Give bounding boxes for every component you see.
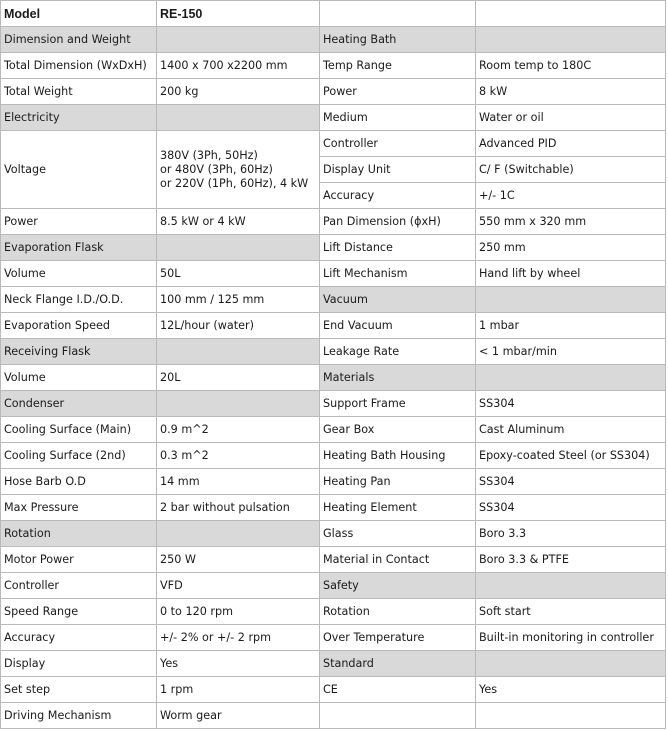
section-safety: Safety (320, 573, 476, 599)
spec-label: Rotation (320, 599, 476, 625)
section-fill (476, 651, 666, 677)
spec-label: Accuracy (1, 625, 157, 651)
table-row (1, 287, 666, 313)
spec-value: 1400 x 700 x2200 mm (157, 53, 320, 79)
spec-label: Neck Flange I.D./O.D. (1, 287, 157, 313)
spec-value: Room temp to 180C (476, 53, 666, 79)
spec-label: Support Frame (320, 391, 476, 417)
table-row (1, 521, 666, 547)
empty-cell (320, 703, 476, 729)
spec-label: Driving Mechanism (1, 703, 157, 729)
spec-value: Advanced PID (476, 131, 666, 157)
spec-label: Controller (320, 131, 476, 157)
section-condenser: Condenser (1, 391, 157, 417)
spec-value: 200 kg (157, 79, 320, 105)
spec-value: 100 mm / 125 mm (157, 287, 320, 313)
spec-label: Medium (320, 105, 476, 131)
section-evaporation-flask: Evaporation Flask (1, 235, 157, 261)
voltage-line: or 220V (1Ph, 60Hz), 4 kW (160, 176, 309, 190)
table-row (1, 677, 666, 703)
table-row (1, 625, 666, 651)
table-row (1, 79, 666, 105)
table-row (1, 703, 666, 729)
section-dimension-weight: Dimension and Weight (1, 27, 157, 53)
spec-value: 250 mm (476, 235, 666, 261)
spec-value: Boro 3.3 & PTFE (476, 547, 666, 573)
spec-label: Motor Power (1, 547, 157, 573)
spec-value: Boro 3.3 (476, 521, 666, 547)
spec-label: Cooling Surface (Main) (1, 417, 157, 443)
table-row (1, 313, 666, 339)
table-row (1, 261, 666, 287)
spec-value: 50L (157, 261, 320, 287)
section-fill (157, 391, 320, 417)
spec-label: Max Pressure (1, 495, 157, 521)
spec-label: Set step (1, 677, 157, 703)
spec-value: 0 to 120 rpm (157, 599, 320, 625)
spec-value: Yes (157, 651, 320, 677)
spec-value: C/ F (Switchable) (476, 157, 666, 183)
table-row (1, 209, 666, 235)
table-row (1, 495, 666, 521)
section-materials: Materials (320, 365, 476, 391)
spec-value: 8.5 kW or 4 kW (157, 209, 320, 235)
spec-value: < 1 mbar/min (476, 339, 666, 365)
table-header-row (1, 1, 666, 27)
spec-value: 1 mbar (476, 313, 666, 339)
spec-label: Over Temperature (320, 625, 476, 651)
spec-label: End Vacuum (320, 313, 476, 339)
spec-value: 550 mm x 320 mm (476, 209, 666, 235)
table-row (1, 469, 666, 495)
section-fill (476, 365, 666, 391)
empty-cell (476, 703, 666, 729)
table-row (1, 651, 666, 677)
spec-label: CE (320, 677, 476, 703)
spec-label: Hose Barb O.D (1, 469, 157, 495)
section-vacuum: Vacuum (320, 287, 476, 313)
spec-label: Total Dimension (WxDxH) (1, 53, 157, 79)
spec-value: 14 mm (157, 469, 320, 495)
section-rotation: Rotation (1, 521, 157, 547)
spec-value: 20L (157, 365, 320, 391)
spec-value: 0.3 m^2 (157, 443, 320, 469)
voltage-label: Voltage (1, 131, 157, 209)
spec-label: Evaporation Speed (1, 313, 157, 339)
table-row (1, 53, 666, 79)
section-fill (157, 521, 320, 547)
model-label: Model (1, 1, 157, 27)
table-row (1, 365, 666, 391)
section-standard: Standard (320, 651, 476, 677)
table-row (1, 573, 666, 599)
spec-value: Cast Aluminum (476, 417, 666, 443)
spec-value: +/- 1C (476, 183, 666, 209)
voltage-value (157, 131, 320, 209)
spec-label: Glass (320, 521, 476, 547)
table-row (1, 27, 666, 53)
spec-value: Epoxy-coated Steel (or SS304) (476, 443, 666, 469)
voltage-line: or 480V (3Ph, 60Hz) (160, 162, 273, 176)
section-receiving-flask: Receiving Flask (1, 339, 157, 365)
spec-value: +/- 2% or +/- 2 rpm (157, 625, 320, 651)
section-fill (157, 339, 320, 365)
section-fill (157, 105, 320, 131)
spec-value: 1 rpm (157, 677, 320, 703)
section-fill (157, 27, 320, 53)
spec-label: Heating Element (320, 495, 476, 521)
empty-cell (476, 1, 666, 27)
spec-label: Material in Contact (320, 547, 476, 573)
spec-label: Heating Pan (320, 469, 476, 495)
table-row (1, 105, 666, 131)
spec-label: Display Unit (320, 157, 476, 183)
spec-value: Soft start (476, 599, 666, 625)
spec-label: Power (320, 79, 476, 105)
spec-label: Controller (1, 573, 157, 599)
spec-value: 250 W (157, 547, 320, 573)
spec-label: Gear Box (320, 417, 476, 443)
spec-label: Pan Dimension (ϕxH) (320, 209, 476, 235)
table-row (1, 547, 666, 573)
spec-value: 0.9 m^2 (157, 417, 320, 443)
spec-value: 2 bar without pulsation (157, 495, 320, 521)
spec-value: Yes (476, 677, 666, 703)
spec-label: Heating Bath Housing (320, 443, 476, 469)
section-fill (476, 573, 666, 599)
section-heating-bath: Heating Bath (320, 27, 476, 53)
spec-label: Volume (1, 261, 157, 287)
spec-value: SS304 (476, 469, 666, 495)
spec-label: Power (1, 209, 157, 235)
spec-label: Volume (1, 365, 157, 391)
spec-value: SS304 (476, 391, 666, 417)
table-row (1, 443, 666, 469)
spec-value: 8 kW (476, 79, 666, 105)
spec-value: Water or oil (476, 105, 666, 131)
spec-label: Temp Range (320, 53, 476, 79)
spec-label: Total Weight (1, 79, 157, 105)
table-row (1, 417, 666, 443)
section-fill (476, 27, 666, 53)
spec-label: Cooling Surface (2nd) (1, 443, 157, 469)
section-fill (157, 235, 320, 261)
table-row (1, 131, 666, 157)
spec-label: Leakage Rate (320, 339, 476, 365)
spec-value: Hand lift by wheel (476, 261, 666, 287)
spec-value: 12L/hour (water) (157, 313, 320, 339)
spec-value: SS304 (476, 495, 666, 521)
table-row (1, 339, 666, 365)
table-row (1, 599, 666, 625)
spec-value: VFD (157, 573, 320, 599)
section-electricity: Electricity (1, 105, 157, 131)
table-row (1, 235, 666, 261)
voltage-line: 380V (3Ph, 50Hz) (160, 148, 258, 162)
model-value: RE-150 (157, 1, 320, 27)
spec-label: Speed Range (1, 599, 157, 625)
spec-value: Worm gear (157, 703, 320, 729)
section-fill (476, 287, 666, 313)
table-row (1, 391, 666, 417)
spec-label: Display (1, 651, 157, 677)
empty-cell (320, 1, 476, 27)
spec-label: Lift Distance (320, 235, 476, 261)
spec-label: Lift Mechanism (320, 261, 476, 287)
spec-value: Built-in monitoring in controller (476, 625, 666, 651)
spec-label: Accuracy (320, 183, 476, 209)
